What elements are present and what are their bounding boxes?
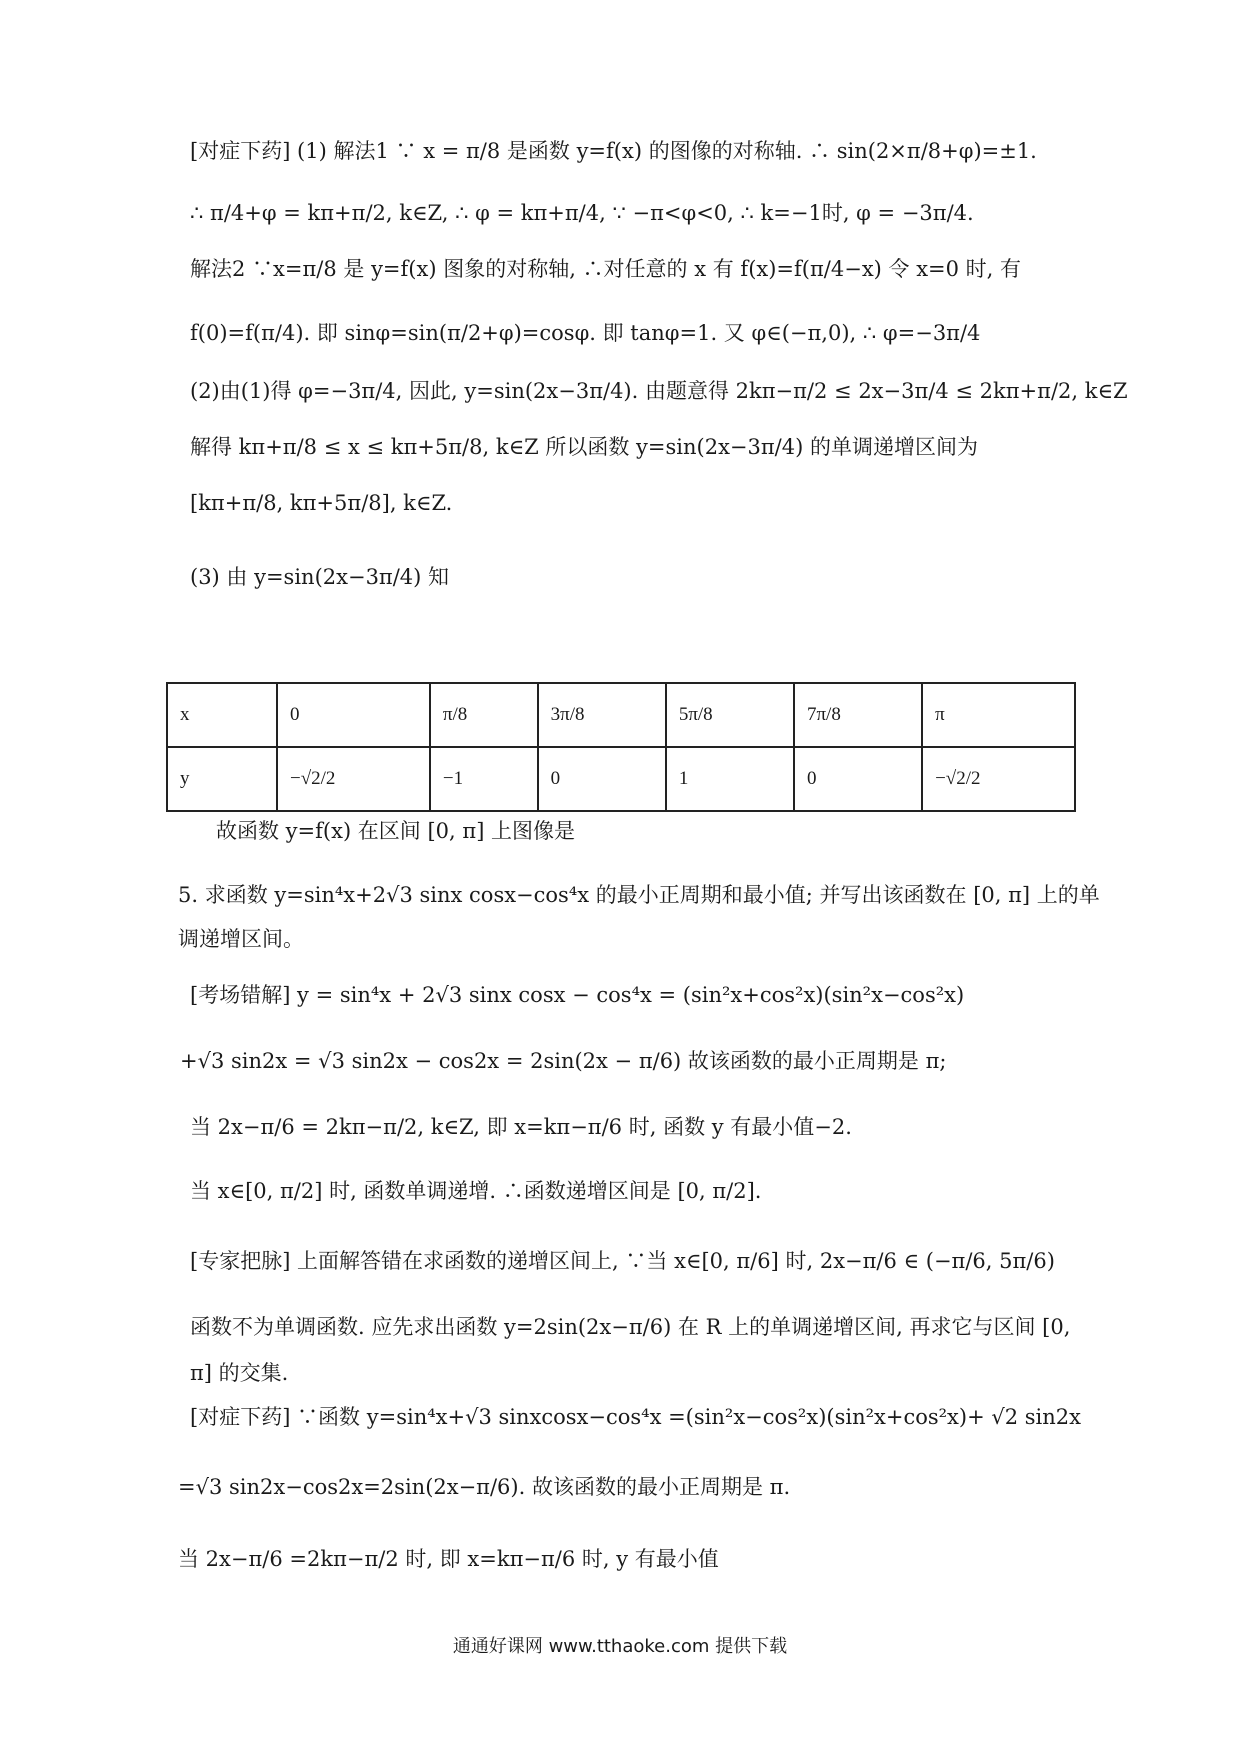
- text-line: +√3 sin2x = √3 sin2x − cos2x = 2sin(2x − π/6) 故该函数的最小正周期是 π;: [180, 1049, 947, 1073]
- text-line: 解得 kπ+π/8 ≤ x ≤ kπ+5π/8, k∈Z 所以函数 y=sin(2x−3π/4) 的单调递增区间为: [190, 435, 978, 459]
- text-line: 当 x∈[0, π/2] 时, 函数单调递增. ∴函数递增区间是 [0, π/2].: [190, 1179, 762, 1203]
- text-line: f(0)=f(π/4). 即 sinφ=sin(π/2+φ)=cosφ. 即 tanφ=1. 又 φ∈(−π,0), ∴ φ=−3π/4: [190, 321, 981, 345]
- text-line: 当 2x−π/6 = 2kπ−π/2, k∈Z, 即 x=kπ−π/6 时, 函数 y 有最小值−2.: [190, 1115, 852, 1139]
- text-line: 调递增区间。: [178, 927, 304, 951]
- table-cell: 3π/8: [538, 683, 666, 747]
- footer-text: 通通好课网 www.tthaoke.com 提供下载: [452, 1636, 788, 1657]
- table-cell: 0: [538, 747, 666, 811]
- text-line: 函数不为单调函数. 应先求出函数 y=2sin(2x−π/6) 在 R 上的单调递增区间, 再求它与区间 [0,: [190, 1315, 1071, 1339]
- table-cell: x: [167, 683, 277, 747]
- table-cell: 7π/8: [794, 683, 922, 747]
- text-line: ∴ π/4+φ = kπ+π/2, k∈Z, ∴ φ = kπ+π/4, ∵ −π<φ<0, ∴ k=−1时, φ = −3π/4.: [190, 201, 974, 225]
- table-cell: −1: [430, 747, 538, 811]
- text-line: [对症下药] ∵函数 y=sin⁴x+√3 sinxcosx−cos⁴x =(sin²x−cos²x)(sin²x+cos²x)+ √2 sin2x: [190, 1405, 1082, 1429]
- text-line: 5. 求函数 y=sin⁴x+2√3 sinx cosx−cos⁴x 的最小正周期和最小值; 并写出该函数在 [0, π] 上的单: [178, 883, 1100, 907]
- table-cell: −√2/2: [277, 747, 430, 811]
- text-line: 故函数 y=f(x) 在区间 [0, π] 上图像是: [216, 819, 576, 843]
- text-line: 当 2x−π/6 =2kπ−π/2 时, 即 x=kπ−π/6 时, y 有最小值: [178, 1547, 719, 1571]
- table-cell: π/8: [430, 683, 538, 747]
- text-line: [kπ+π/8, kπ+5π/8], k∈Z.: [190, 491, 453, 515]
- text-line: [考场错解] y = sin⁴x + 2√3 sinx cosx − cos⁴x = (sin²x+cos²x)(sin²x−cos²x): [190, 983, 965, 1007]
- value-table: [166, 682, 1076, 812]
- table-cell: 1: [666, 747, 794, 811]
- text-line: [专家把脉] 上面解答错在求函数的递增区间上, ∵当 x∈[0, π/6] 时, 2x−π/6 ∈ (−π/6, 5π/6): [190, 1249, 1055, 1273]
- text-line: =√3 sin2x−cos2x=2sin(2x−π/6). 故该函数的最小正周期是 π.: [178, 1475, 791, 1499]
- text-line: 解法2 ∵x=π/8 是 y=f(x) 图象的对称轴, ∴对任意的 x 有 f(x)=f(π/4−x) 令 x=0 时, 有: [190, 257, 1022, 281]
- table-cell: y: [167, 747, 277, 811]
- text-line: (2)由(1)得 φ=−3π/4, 因此, y=sin(2x−3π/4). 由题意得 2kπ−π/2 ≤ 2x−3π/4 ≤ 2kπ+π/2, k∈Z: [190, 379, 1128, 403]
- table-cell: −√2/2: [922, 747, 1075, 811]
- text-line: π] 的交集.: [190, 1361, 289, 1385]
- table-cell: 5π/8: [666, 683, 794, 747]
- table-row: [167, 747, 1075, 811]
- table-cell: π: [922, 683, 1075, 747]
- text-line: [对症下药] (1) 解法1 ∵ x = π/8 是函数 y=f(x) 的图像的对称轴. ∴ sin(2×π/8+φ)=±1.: [190, 139, 1037, 163]
- table-cell: 0: [277, 683, 430, 747]
- table-row: [167, 683, 1075, 747]
- table-cell: 0: [794, 747, 922, 811]
- text-line: (3) 由 y=sin(2x−3π/4) 知: [190, 565, 450, 589]
